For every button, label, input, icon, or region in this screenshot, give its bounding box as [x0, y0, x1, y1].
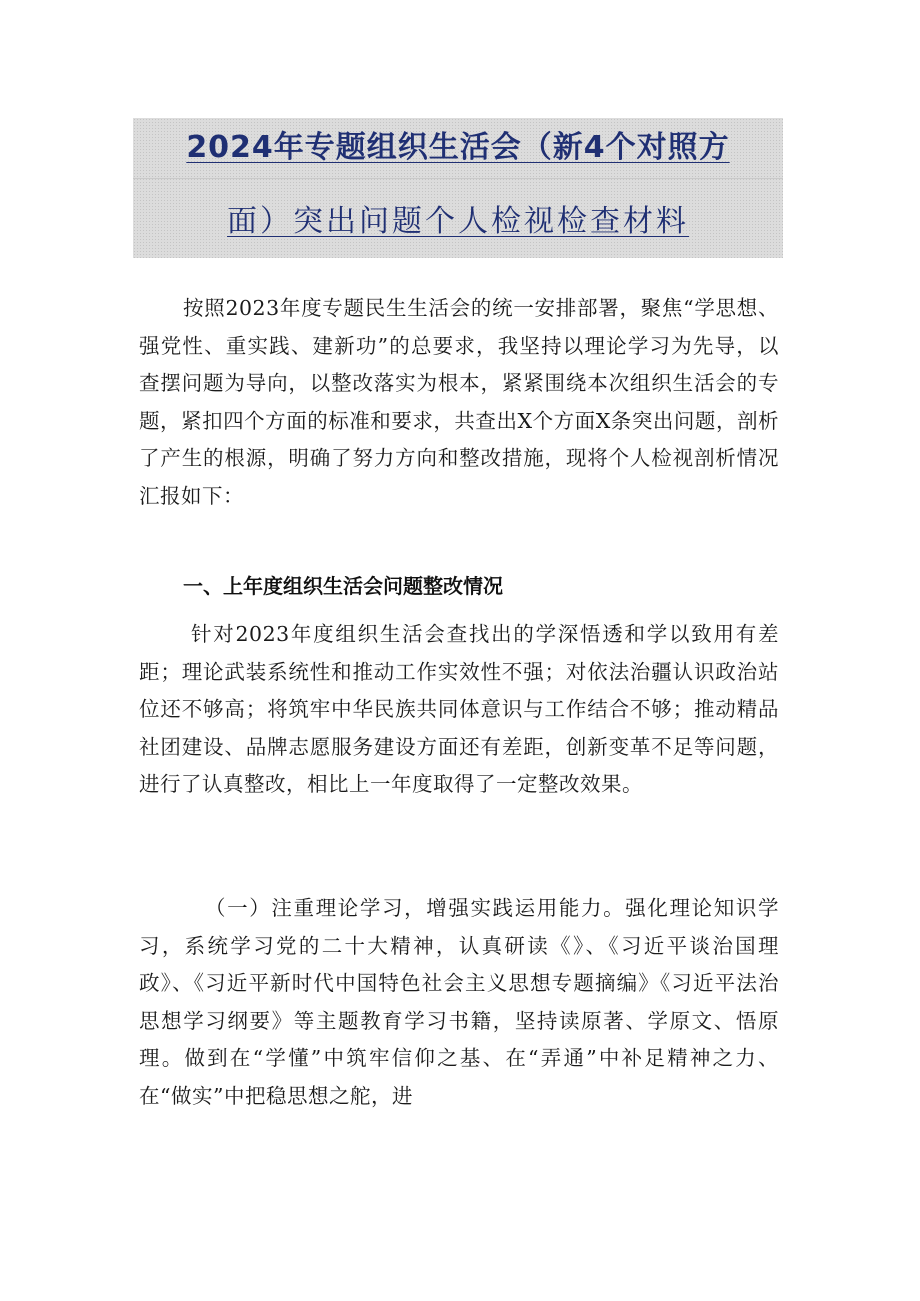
title-divider — [133, 178, 783, 179]
document-title-line-1: 2024年专题组织生活会（新4个对照方 — [186, 130, 730, 165]
document-title-line-2: 面）突出问题个人检视检查材料 — [227, 204, 689, 239]
subsection-1-paragraph: （一）注重理论学习，增强实践运用能力。强化理论知识学习，系统学习党的二十大精神，认真研读《》、《习近平谈治国理政》、《习近平新时代中国特色社会主义思想专题摘编》《习近平法治思想学习纲要》等主题教育学习书籍，坚持读原著、学原文、悟原理。做到在“学懂”中筑牢信仰之基、在“弄通”中补足精神之力、在“做实”中把稳思想之舵，进 — [139, 896, 779, 1108]
section-1-paragraph: 针对2023年度组织生活会查找出的学深悟透和学以致用有差距；理论武装系统性和推动工作实效性不强；对依法治疆认识政治站位还不够高；将筑牢中华民族共同体意识与工作结合不够；推动精品社团建设、品牌志愿服务建设方面还有差距，创新变革不足等问题，进行了认真整改，相比上一年度取得了一定整改效果。 — [139, 622, 779, 796]
section-heading-1: 一、上年度组织生活会问题整改情况 — [183, 574, 503, 598]
intro-paragraph: 按照2023年度专题民生生活会的统一安排部署，聚焦“学思想、强党性、重实践、建新功”的总要求，我坚持以理论学习为先导，以查摆问题为导向，以整改落实为根本，紧紧围绕本次组织生活会的专题，紧扣四个方面的标准和要求，共查出X个方面X条突出问题，剖析了产生的根源，明确了努力方向和整改措施，现将个人检视剖析情况汇报如下： — [139, 296, 779, 508]
